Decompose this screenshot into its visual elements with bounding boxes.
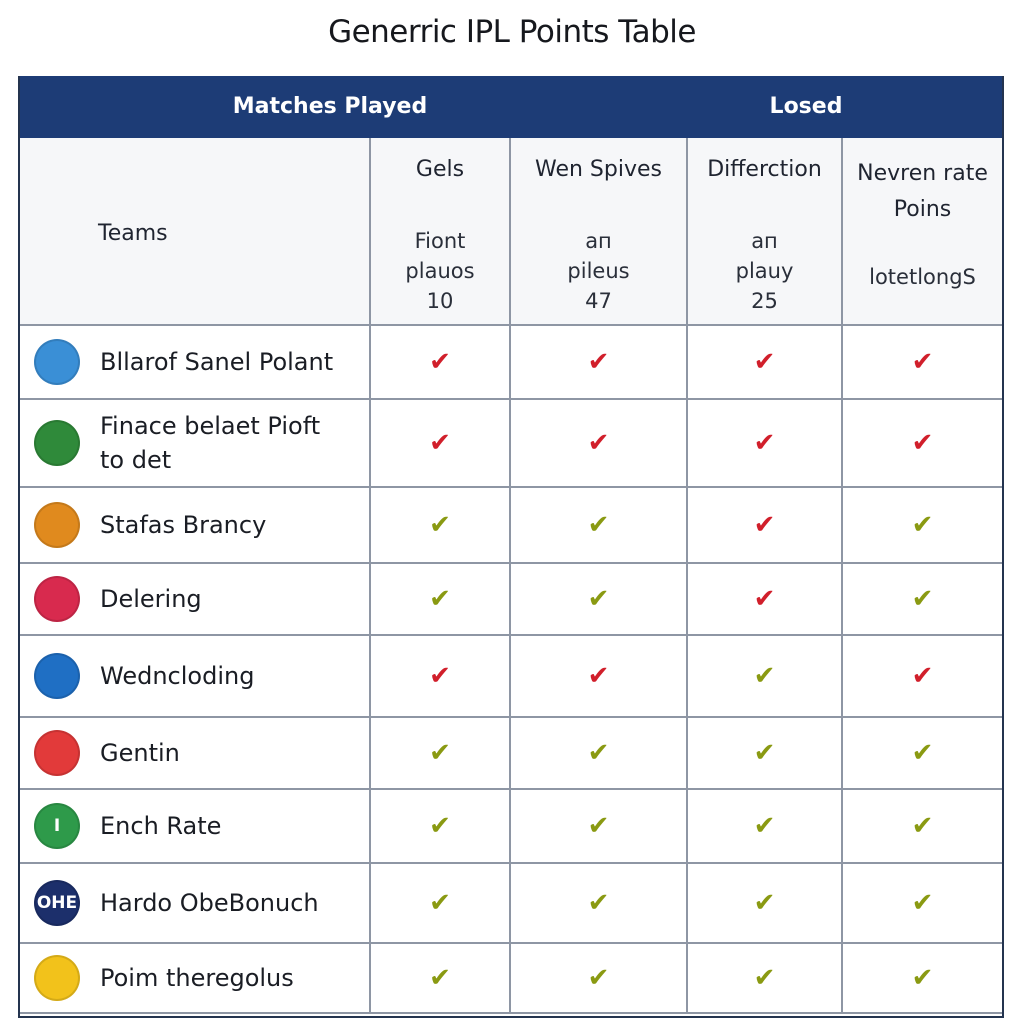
- team-logo-icon: [34, 502, 80, 548]
- result-cell: [371, 488, 511, 562]
- result-cell: [688, 488, 843, 562]
- checkmark-icon: ✔: [753, 811, 776, 841]
- table-row[interactable]: [20, 326, 1002, 400]
- team-name: Gentin: [100, 739, 180, 767]
- result-cell: [511, 564, 688, 634]
- column-header-teams[interactable]: [20, 138, 371, 324]
- cross-check-icon: ✔: [753, 428, 776, 458]
- checkmark-icon: ✔: [587, 510, 610, 540]
- column-header-sub: lotetlongS: [869, 265, 976, 289]
- team-name: Hardo ObeBonuch: [100, 889, 319, 917]
- result-cell: [688, 944, 843, 1012]
- result-cell: [371, 944, 511, 1012]
- team-name: Wedncloding: [100, 662, 255, 690]
- team-name: Delering: [100, 585, 202, 613]
- column-header-row: [20, 138, 1002, 326]
- column-header-title: Differction: [707, 157, 822, 182]
- checkmark-icon: ✔: [911, 738, 934, 768]
- team-name: Finace belaet Pioft to det: [100, 412, 321, 474]
- cross-check-icon: ✔: [587, 428, 610, 458]
- checkmark-icon: ✔: [753, 661, 776, 691]
- team-cell: [20, 488, 371, 562]
- table-row[interactable]: [20, 636, 1002, 718]
- result-cell: [511, 400, 688, 486]
- result-cell: [843, 488, 1002, 562]
- column-header-title: Nevren rate Poins: [857, 161, 988, 222]
- result-cell: [688, 790, 843, 862]
- team-name: Stafas Brancy: [100, 511, 267, 539]
- cross-check-icon: ✔: [587, 347, 610, 377]
- team-cell: [20, 864, 371, 942]
- result-cell: [843, 326, 1002, 398]
- table-row[interactable]: [20, 864, 1002, 944]
- team-name: Ench Rate: [100, 812, 222, 840]
- team-cell: [20, 944, 371, 1012]
- result-cell: [843, 864, 1002, 942]
- table-row[interactable]: [20, 400, 1002, 488]
- team-logo-icon: [34, 420, 80, 466]
- column-header-2[interactable]: [511, 138, 688, 324]
- team-cell: [20, 718, 371, 788]
- checkmark-icon: ✔: [911, 510, 934, 540]
- result-cell: [511, 944, 688, 1012]
- team-logo-icon: [34, 955, 80, 1001]
- result-cell: [511, 718, 688, 788]
- column-header-title: Teams: [98, 221, 168, 246]
- team-cell: [20, 400, 371, 486]
- column-header-sub: aп plauy 25: [735, 229, 794, 313]
- checkmark-icon: ✔: [587, 738, 610, 768]
- cross-check-icon: ✔: [911, 661, 934, 691]
- team-name: Poim theregolus: [100, 964, 294, 992]
- team-logo-icon: [34, 653, 80, 699]
- checkmark-icon: ✔: [911, 811, 934, 841]
- cross-check-icon: ✔: [753, 347, 776, 377]
- checkmark-icon: ✔: [429, 963, 451, 993]
- cross-check-icon: ✔: [587, 661, 610, 691]
- result-cell: [688, 864, 843, 942]
- cross-check-icon: ✔: [429, 428, 451, 458]
- column-header-4[interactable]: [843, 138, 1002, 324]
- result-cell: [843, 564, 1002, 634]
- cross-check-icon: ✔: [911, 347, 934, 377]
- column-header-sub: Fiont plauos 10: [405, 229, 475, 313]
- checkmark-icon: ✔: [911, 584, 934, 614]
- points-table: [18, 76, 1004, 1018]
- band-label-losed: Losed: [769, 94, 843, 119]
- result-cell: [371, 400, 511, 486]
- result-cell: [688, 636, 843, 716]
- cross-check-icon: ✔: [429, 347, 451, 377]
- table-bottom-border: [20, 1012, 1002, 1016]
- table-row[interactable]: [20, 718, 1002, 790]
- result-cell: [688, 718, 843, 788]
- checkmark-icon: ✔: [753, 963, 776, 993]
- result-cell: [688, 564, 843, 634]
- result-cell: [511, 326, 688, 398]
- column-header-sub: aп pileus 47: [567, 229, 630, 313]
- result-cell: [371, 564, 511, 634]
- result-cell: [511, 790, 688, 862]
- result-cell: [843, 944, 1002, 1012]
- result-cell: [688, 326, 843, 398]
- team-cell: [20, 636, 371, 716]
- checkmark-icon: ✔: [753, 738, 776, 768]
- checkmark-icon: ✔: [429, 888, 451, 918]
- cross-check-icon: ✔: [429, 661, 451, 691]
- team-cell: [20, 790, 371, 862]
- team-logo-icon: OHE: [34, 880, 80, 926]
- result-cell: [371, 636, 511, 716]
- column-header-1[interactable]: [371, 138, 511, 324]
- checkmark-icon: ✔: [429, 510, 451, 540]
- cross-check-icon: ✔: [911, 428, 934, 458]
- cross-check-icon: ✔: [753, 510, 776, 540]
- table-row[interactable]: [20, 944, 1002, 1014]
- result-cell: [371, 864, 511, 942]
- checkmark-icon: ✔: [429, 811, 451, 841]
- result-cell: [511, 488, 688, 562]
- checkmark-icon: ✔: [587, 811, 610, 841]
- result-cell: [843, 790, 1002, 862]
- result-cell: [843, 636, 1002, 716]
- result-cell: [843, 718, 1002, 788]
- result-cell: [688, 400, 843, 486]
- checkmark-icon: ✔: [911, 963, 934, 993]
- checkmark-icon: ✔: [911, 888, 934, 918]
- team-cell: [20, 326, 371, 398]
- checkmark-icon: ✔: [429, 738, 451, 768]
- cross-check-icon: ✔: [753, 584, 776, 614]
- team-logo-icon: I: [34, 803, 80, 849]
- team-cell: [20, 564, 371, 634]
- team-logo-icon: [34, 576, 80, 622]
- header-band: [20, 76, 1002, 138]
- column-header-3[interactable]: [688, 138, 843, 324]
- checkmark-icon: ✔: [587, 584, 610, 614]
- checkmark-icon: ✔: [587, 888, 610, 918]
- team-logo-icon: [34, 339, 80, 385]
- team-logo-icon: [34, 730, 80, 776]
- column-header-title: Gels: [415, 157, 465, 182]
- table-row[interactable]: [20, 488, 1002, 564]
- band-label-matches-played: Matches Played: [232, 94, 428, 119]
- table-row[interactable]: [20, 790, 1002, 864]
- result-cell: [371, 718, 511, 788]
- checkmark-icon: ✔: [753, 888, 776, 918]
- result-cell: [371, 326, 511, 398]
- result-cell: [843, 400, 1002, 486]
- team-name: Bllarof Sanel Polant: [100, 348, 334, 376]
- checkmark-icon: ✔: [587, 963, 610, 993]
- page-title: Generric IPL Points Table: [328, 14, 696, 50]
- column-header-title: Wen Spives: [535, 157, 662, 182]
- table-row[interactable]: [20, 564, 1002, 636]
- result-cell: [371, 790, 511, 862]
- checkmark-icon: ✔: [429, 584, 451, 614]
- result-cell: [511, 864, 688, 942]
- result-cell: [511, 636, 688, 716]
